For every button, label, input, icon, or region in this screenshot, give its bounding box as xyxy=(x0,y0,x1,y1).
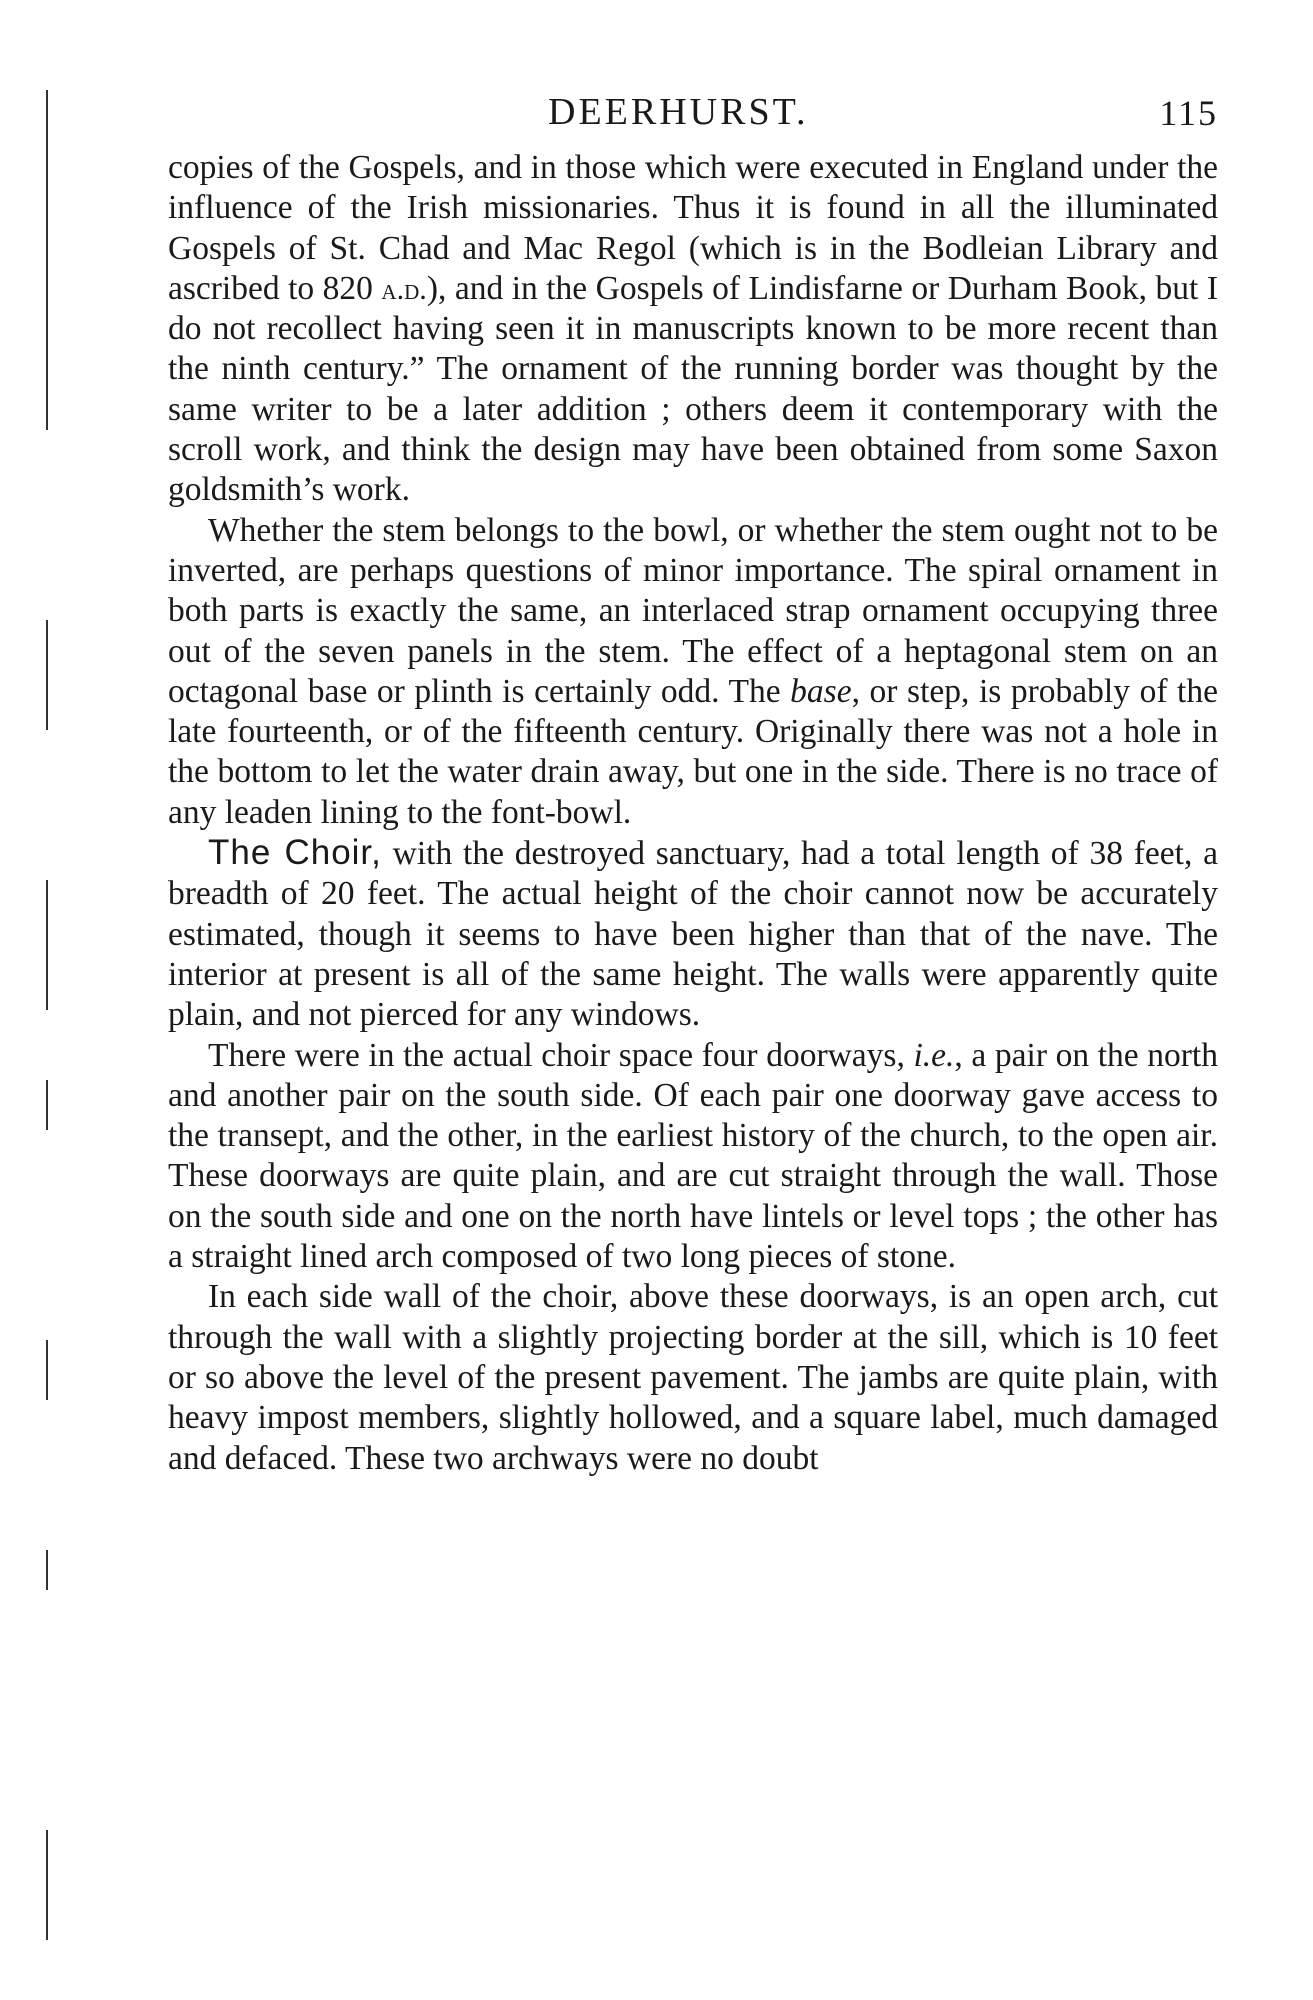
binding-gutter-marks xyxy=(38,40,58,1970)
gutter-mark xyxy=(46,1080,48,1130)
text-run-italic: i.e. xyxy=(913,1036,955,1074)
text-run: ), and in the Gospels of Lindisfarne or Durham Book, but I do not recollect having seen it in manuscripts known to be more recent than the ninth century.” The ornament of the running border was thought by the same writer to be a later addition ; others deem it contemporary with the scroll work, and think the design may have been obtained from some Saxon goldsmith’s work. xyxy=(168,269,1218,509)
paragraph-4 xyxy=(168,1036,1218,1278)
gutter-mark xyxy=(46,1340,48,1400)
text-run: copies of the Gospels, and in those which were executed in England under the influence of the Irish missionaries. Thus it is found in all the illuminated Gospels of St. Chad and Mac Regol (which is in the Bodleian Library and ascribed to 820 xyxy=(168,149,1218,307)
gutter-mark xyxy=(46,620,48,730)
book-page xyxy=(168,82,1218,1479)
text-run: , a pair on the north and another pair on the south side. Of each pair one doorway gave access to the transept, and the other, in the earliest history of the church, to the open air. These doorways are quite plain, and are cut straight through the wall. Those on the south side and one on the north have lintels or level tops ; the other has a straight lined arch composed of two long pieces of stone. xyxy=(168,1036,1218,1276)
text-run: , or step, is probably of the late fourteenth, or of the fifteenth century. Originally there was not a hole in the bottom to let the water drain away, but one in the side. There is no trace of any leaden lining to the font-bowl. xyxy=(168,672,1218,831)
text-run-small-caps: a.d. xyxy=(381,271,427,306)
running-title: DEERHURST. xyxy=(548,91,809,133)
text-run: There were in the actual choir space four doorways, xyxy=(208,1036,914,1074)
paragraph-5 xyxy=(168,1277,1218,1478)
page-number: 115 xyxy=(1159,93,1218,133)
gutter-mark xyxy=(46,90,48,430)
section-lead-heading: The Choir, xyxy=(208,833,382,873)
gutter-mark xyxy=(46,1550,48,1590)
paragraph-1 xyxy=(168,148,1218,511)
paragraph-2 xyxy=(168,511,1218,833)
gutter-mark xyxy=(46,1830,48,1940)
body-text xyxy=(168,148,1218,1479)
running-head xyxy=(168,82,1218,134)
gutter-mark xyxy=(46,880,48,1010)
text-run: Whether the stem belongs to the bowl, or whether the stem ought not to be inverted, are perhaps questions of minor importance. The spiral ornament in both parts is exactly the same, an interlaced strap ornament occupying three out of the seven panels in the stem. The effect of a heptagonal stem on an octagonal base or plinth is certainly odd. The xyxy=(168,511,1218,710)
paragraph-3 xyxy=(168,833,1218,1035)
text-run-italic: base xyxy=(790,672,852,710)
text-run: with the destroyed sanctuary, had a total length of 38 feet, a breadth of 20 feet. The actual height of the choir cannot now be accurately estimated, though it seems to have been higher than that of the nave. The interior at present is all of the same height. The walls were apparently quite plain, and not pierced for any windows. xyxy=(168,835,1219,1034)
text-run: In each side wall of the choir, above these doorways, is an open arch, cut through the wall with a slightly projecting border at the sill, which is 10 feet or so above the level of the present pavement. The jambs are quite plain, with heavy impost members, slightly hollowed, and a square label, much damaged and defaced. These two archways were no doubt xyxy=(168,1278,1218,1477)
